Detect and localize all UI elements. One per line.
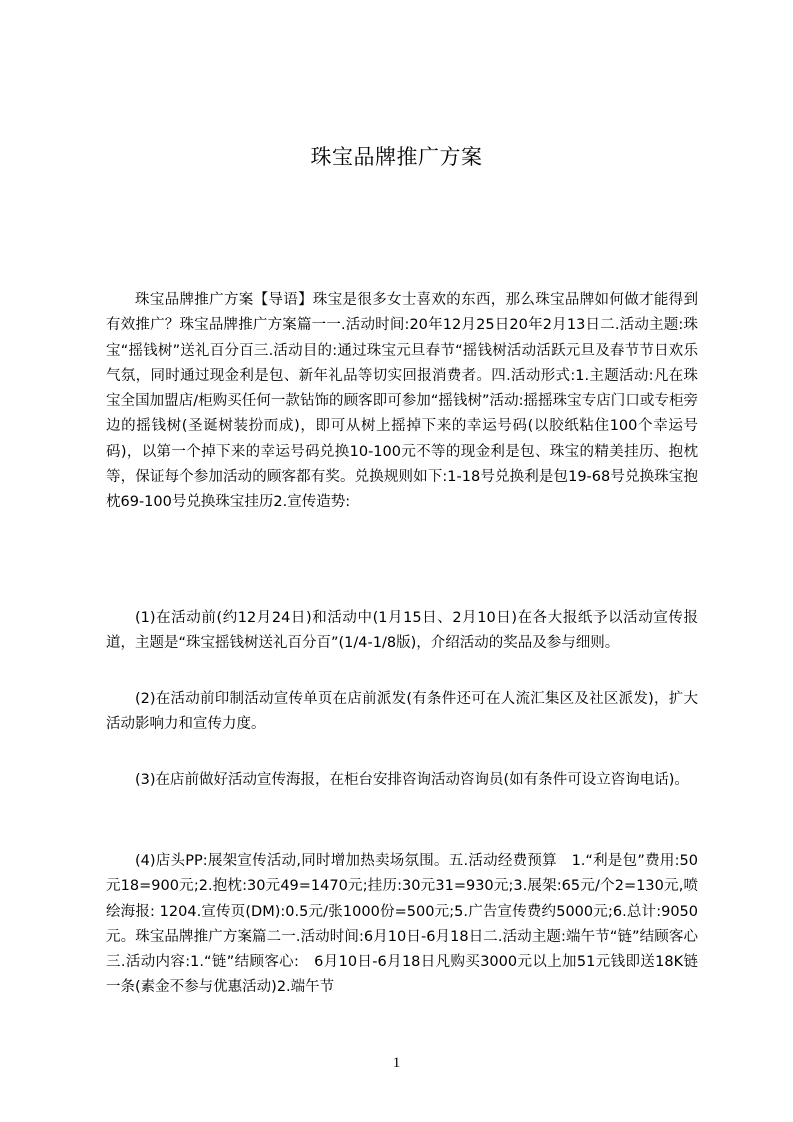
paragraph-item-3: (3)在店前做好活动宣传海报，在柜台安排咨询活动咨询员(如有条件可设立咨询电话)。 <box>135 772 689 788</box>
page-number: 1 <box>392 1055 401 1071</box>
paragraph-intro: 珠宝品牌推广方案【导语】珠宝是很多女士喜欢的东西，那么珠宝品牌如何做才能得到有效推广？珠宝品牌推广方案篇一一.活动时间:20年12月25日20年2月13日二.活动主题:珠宝“摇钱树”送礼百分百三.活动目的:通过珠宝元旦春节“摇钱树活动活跃元旦及春节节日欢乐气氛，同时通过现金利是包、新年礼品等切实回报消费者。四.活动形式:1.主题活动:凡在珠宝全国加盟店/柜购买任何一款钻饰的顾客即可参加“摇钱树”活动:摇摇珠宝专店门口或专柜旁边的摇钱树(圣诞树装扮而成)，即可从树上摇掉下来的幸运号码(以胶纸粘住100个幸运号码)，以第一个掉下来的幸运号码兑换10-100元不等的现金利是包、珠宝的精美挂历、抱枕等，保证每个参加活动的顾客都有奖。兑换规则如下:1-18号兑换利是包19-68号兑换珠宝抱枕69-100号兑换珠宝挂历2.宣传造势: <box>106 292 698 511</box>
paragraph-item-2: (2)在活动前印制活动宣传单页在店前派发(有条件还可在人流汇集区及社区派发)，扩大活动影响力和宣传力度。 <box>106 691 698 733</box>
paragraph-item-1: (1)在活动前(约12月24日)和活动中(1月15日、2月10日)在各大报纸予以活动宣传报道，主题是“珠宝摇钱树送礼百分百”(1/4-1/8版)，介绍活动的奖品及参与细则。 <box>106 610 698 652</box>
document-title: 珠宝品牌推广方案 <box>310 145 483 169</box>
paragraph-item-4: (4)店头PP:展架宣传活动,同时增加热卖场氛围。五.活动经费预算 1.“利是包”费用:50元18=900元;2.抱枕:30元49=1470元;挂历:30元31=930元;3.展架:65元/个2=130元,喷绘海报: 1204.宣传页(DM):0.5元/张1000份=500元;5.广告宣传费约5000元;6.总计:9050元。珠宝品牌推广方案篇二一.活动时间:6月10日-6月18日二.活动主题:端午节“链”结顾客心三.活动内容:1.“链”结顾客心: 6月10日-6月18日凡购买3000元以上加51元钱即送18K链一条(素金不参与优惠活动)2.端午节 <box>106 853 698 996</box>
